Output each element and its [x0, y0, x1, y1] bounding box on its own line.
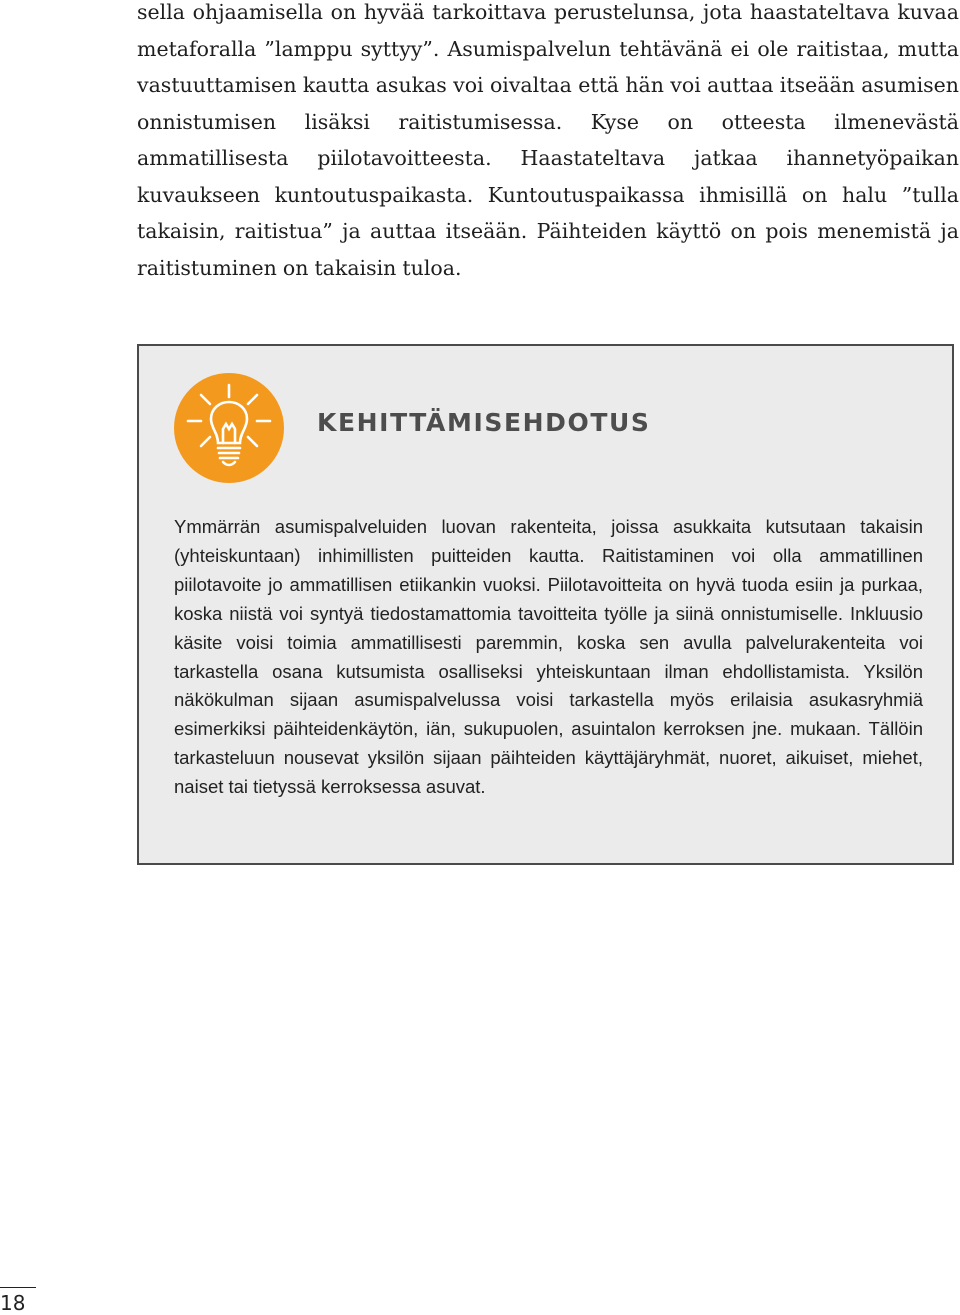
body-paragraph: sella ohjaamisella on hyvää tarkoittava perustelunsa, jota haastateltava kuvaa metaforalla ”lamppu syttyy”. Asumispalvelun tehtävänä ei ole raitistaa, mutta vastuuttamisen kautta asukas voi oivaltaa että hän voi auttaa itseään asumisen onnistumisen lisäksi raitistumisessa. Kyse on otteesta ilmenevästä ammatillisesta piilotavoitteesta. Haastateltava jatkaa ihannetyöpaikan kuvaukseen kuntoutuspaikasta. Kuntoutuspaikassa ihmisillä on halu ”tulla takaisin, raitistua” ja auttaa itseään. Päihteiden käyttö on pois menemistä ja raitistuminen on takaisin tuloa. [137, 0, 959, 280]
page-number: 18 [0, 1287, 36, 1315]
box-title: KEHITTÄMISEHDOTUS [317, 408, 651, 437]
development-suggestion-box [137, 344, 954, 865]
lightbulb-icon [174, 373, 284, 483]
box-body-text: Ymmärrän asumispalveluiden luovan rakenteita, joissa asukkaita kutsutaan takaisin (yhteiskuntaan) inhimillisten puitteiden kautta. Raitistaminen voi olla ammatillinen piilotavoite jo ammatillisen etiikankin vuoksi. Piilotavoitteita on hyvä tuoda esiin ja purkaa, koska niistä voi syntyä tiedostamattomia tavoitteita työlle ja siinä onnistumiselle. Inkluusio käsite voisi toimia ammatillisesti paremmin, koska sen avulla palvelurakenteita voi tarkastella osana kutsumista osalliseksi yhteiskuntaan ilman ehdollistamista. Yksilön näkökulman sijaan asumispalvelussa voisi tarkastella myös erilaisia asukasryhmiä esimerkiksi päihteidenkäytön, iän, sukupuolen, asuintalon kerroksen jne. mukaan. Tällöin tarkasteluun nousevat yksilön sijaan päihteiden käyttäjäryhmät, nuoret, aikuiset, miehet, naiset tai tietyssä kerroksessa asuvat. [174, 516, 923, 798]
